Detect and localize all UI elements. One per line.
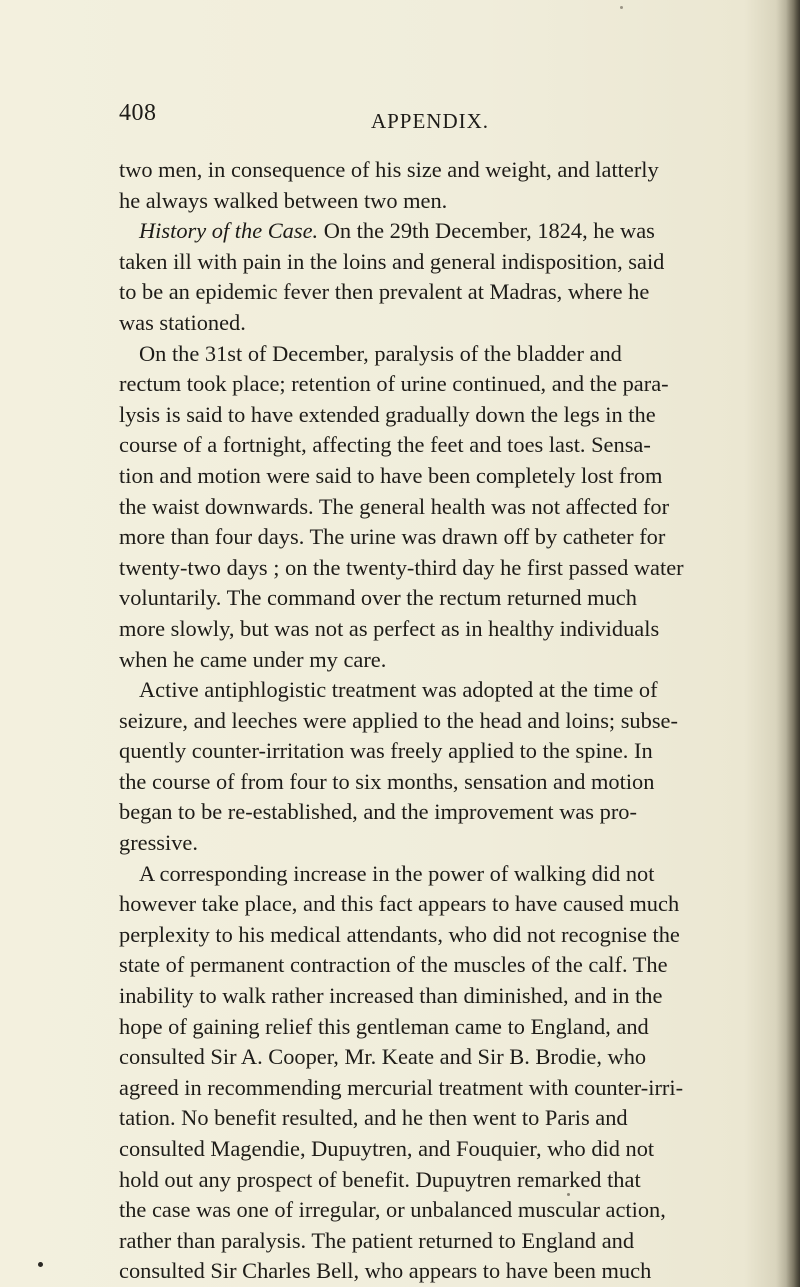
text-line	[119, 1195, 783, 1226]
line-text: gressive.	[119, 830, 198, 856]
line-text: perplexity to his medical attendants, who did not recognise the	[119, 921, 680, 947]
line-text: On the 29th December, 1824, he was	[318, 218, 655, 244]
line-text: more than four days. The urine was drawn off by catheter for	[119, 524, 666, 550]
line-text: On the 31st of December, paralysis of the bladder and	[139, 340, 622, 366]
text-line	[119, 1226, 783, 1257]
line-text: however take place, and this fact appears to have caused much	[119, 891, 680, 917]
text-line	[119, 981, 783, 1012]
line-text: seizure, and leeches were applied to the head and loins; subse-	[119, 707, 678, 733]
ink-speck	[567, 1193, 570, 1196]
italic-heading: History of the Case.	[139, 218, 319, 244]
line-text: two men, in consequence of his size and weight, and latterly	[119, 157, 659, 182]
page-edge-shadow	[786, 0, 800, 1287]
text-line	[119, 155, 783, 186]
line-text: the case was one of irregular, or unbalanced muscular action,	[119, 1197, 666, 1223]
line-text: was stationed.	[119, 309, 246, 335]
line-text: more slowly, but was not as perfect as in healthy individuals	[119, 615, 660, 641]
line-text: course of a fortnight, affecting the feet and toes last. Sensa-	[119, 432, 651, 458]
line-text: tation. No benefit resulted, and he then went to Paris and	[119, 1105, 628, 1131]
text-line	[119, 889, 783, 920]
text-line	[119, 920, 783, 951]
text-line	[119, 797, 783, 828]
body-text	[119, 155, 783, 1287]
text-line	[119, 308, 783, 339]
line-text: lysis is said to have extended gradually down the legs in the	[119, 401, 656, 427]
text-line	[119, 553, 783, 584]
line-text: when he came under my care.	[119, 646, 387, 672]
text-line	[119, 859, 783, 890]
line-text: to be an epidemic fever then prevalent at Madras, where he	[119, 279, 650, 305]
text-line	[119, 400, 783, 431]
line-text: consulted Magendie, Dupuytren, and Fouquier, who did not	[119, 1136, 655, 1161]
line-text: hope of gaining relief this gentleman came to England, and	[119, 1013, 649, 1039]
line-text: rather than paralysis. The patient returned to England and	[119, 1227, 635, 1253]
line-text: rectum took place; retention of urine continued, and the para-	[119, 371, 669, 397]
ink-speck	[38, 1262, 43, 1267]
text-line	[119, 828, 783, 859]
line-text: consulted Sir A. Cooper, Mr. Keate and Sir B. Brodie, who	[119, 1044, 647, 1070]
text-line	[119, 430, 783, 461]
text-line	[119, 675, 783, 706]
text-line	[119, 369, 783, 400]
line-text: quently counter-irritation was freely applied to the spine. In	[119, 738, 653, 764]
line-text: agreed in recommending mercurial treatment with counter-irri-	[119, 1074, 684, 1100]
text-line	[119, 767, 783, 798]
text-line	[119, 1103, 783, 1134]
text-line	[119, 706, 783, 737]
line-text: he always walked between two men.	[119, 187, 448, 213]
text-line	[119, 1165, 783, 1196]
text-line	[119, 614, 783, 645]
line-text: voluntarily. The command over the rectum returned much	[119, 585, 637, 611]
text-line	[119, 461, 783, 492]
text-line	[119, 583, 783, 614]
text-line	[119, 950, 783, 981]
text-line	[119, 522, 783, 553]
text-line	[119, 339, 783, 370]
line-text: inability to walk rather increased than diminished, and in the	[119, 983, 663, 1009]
line-text: twenty-two days ; on the twenty-third day he first passed water	[119, 554, 684, 580]
text-line	[119, 492, 783, 523]
text-line	[119, 1042, 783, 1073]
line-text: hold out any prospect of benefit. Dupuytren remarked that	[119, 1166, 641, 1192]
text-line	[119, 277, 783, 308]
line-text: state of permanent contraction of the muscles of the calf. The	[119, 952, 668, 978]
text-line	[119, 1012, 783, 1043]
line-text: the course of from four to six months, sensation and motion	[119, 768, 655, 794]
line-text: taken ill with pain in the loins and general indisposition, said	[119, 248, 665, 274]
text-line	[119, 186, 783, 217]
running-head: APPENDIX.	[370, 109, 490, 133]
text-line	[119, 736, 783, 767]
line-text: began to be re-established, and the improvement was pro-	[119, 799, 637, 825]
page-number: 408	[119, 100, 157, 126]
line-text: Active antiphlogistic treatment was adopted at the time of	[139, 677, 658, 703]
text-line	[119, 1134, 783, 1165]
line-text: A corresponding increase in the power of walking did not	[139, 860, 655, 886]
line-text: tion and motion were said to have been completely lost from	[119, 462, 663, 488]
text-line	[119, 1256, 783, 1287]
ink-speck	[620, 6, 623, 9]
text-line	[119, 1073, 783, 1104]
line-text: consulted Sir Charles Bell, who appears to have been much	[119, 1258, 652, 1284]
text-line	[119, 645, 783, 676]
text-line	[119, 216, 783, 247]
line-text: the waist downwards. The general health was not affected for	[119, 493, 670, 519]
text-line	[119, 247, 783, 278]
